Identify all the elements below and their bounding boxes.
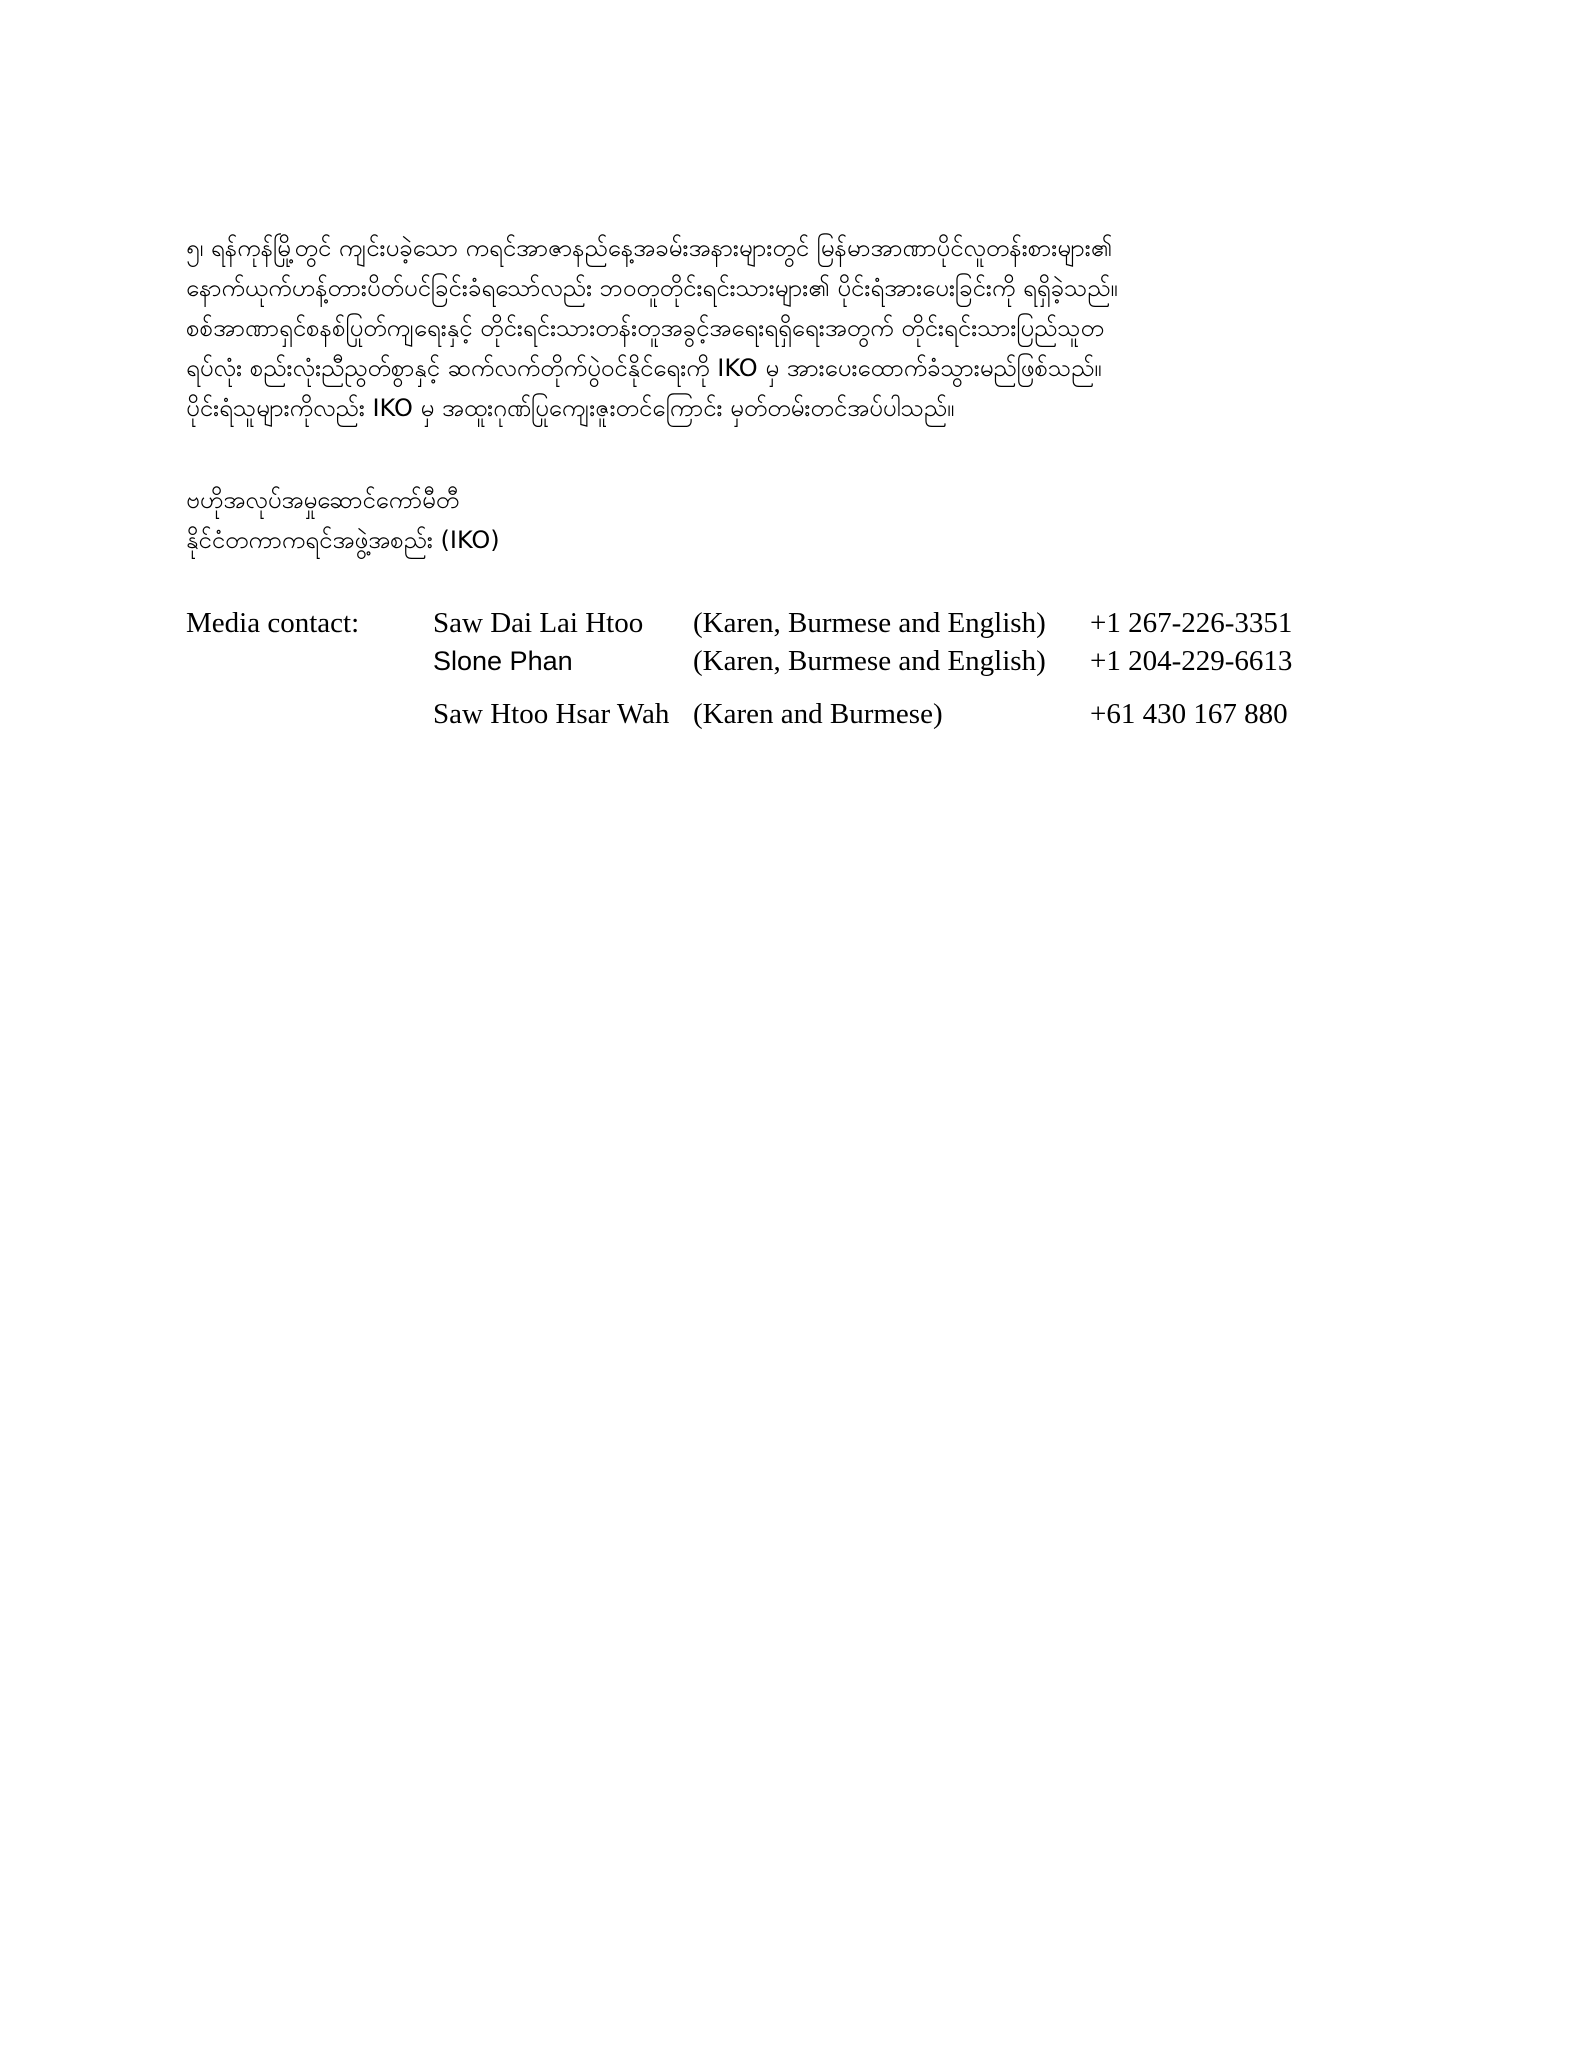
paragraph-line: ပိုင်းရံသူများကိုလည်း IKO မှ အထူးဂုဏ်ပြုကျေးဇူးတင်ကြောင်း မှတ်တမ်းတင်အပ်ပါသည်။ (186, 394, 955, 422)
contact-row (0, 604, 1582, 642)
organization-name: နိုင်ငံတကာကရင်အဖွဲ့အစည်း (IKO) (186, 526, 500, 554)
contact-phone: +1 204-229-6613 (1090, 645, 1293, 677)
contact-row (0, 642, 1582, 680)
contact-languages: (Karen, Burmese and English) (693, 607, 1046, 639)
paragraph-line: ရပ်လုံး စည်းလုံးညီညွတ်စွာနှင့် ဆက်လက်တိုက်ပွဲဝင်နိုင်ရေးကို IKO မှ အားပေးထောက်ခံသွားမည်ဖြစ်သည်။ (186, 354, 1102, 382)
contact-phone: +1 267-226-3351 (1090, 607, 1293, 639)
signoff-block (186, 480, 500, 560)
media-contact-label: Media contact: (186, 607, 360, 639)
contact-name: Saw Dai Lai Htoo (433, 607, 644, 639)
contact-languages: (Karen and Burmese) (693, 698, 943, 730)
contact-row (0, 695, 1582, 733)
committee-name: ဗဟိုအလုပ်အမှုဆောင်ကော်မီတီ (186, 486, 460, 514)
contact-name: Slone Phan (433, 646, 573, 676)
paragraph-line: ၅၊ ရန်ကုန်မြို့တွင် ကျင်းပခဲ့သော ကရင်အာဇာနည်နေ့အခမ်းအနားများတွင် မြန်မာအာဏာပိုင်လူတန်းစားများ၏ (186, 234, 1113, 262)
contact-languages: (Karen, Burmese and English) (693, 645, 1046, 677)
paragraph-line: စစ်အာဏာရှင်စနစ်ပြုတ်ကျရေးနှင့် တိုင်းရင်းသားတန်းတူအခွင့်အရေးရရှိရေးအတွက် တိုင်းရင်းသားပြည်သူတ (186, 314, 1104, 342)
body-paragraph (186, 228, 1406, 428)
contact-phone: +61 430 167 880 (1090, 698, 1288, 730)
contact-name: Saw Htoo Hsar Wah (433, 698, 670, 730)
paragraph-line: နောက်ယုက်ဟန့်တားပိတ်ပင်ခြင်းခံရသော်လည်း ဘဝတူတိုင်းရင်းသားများ၏ ပိုင်းရံအားပေးခြင်းကို ရရှိခဲ့သည်။ (186, 274, 1118, 302)
